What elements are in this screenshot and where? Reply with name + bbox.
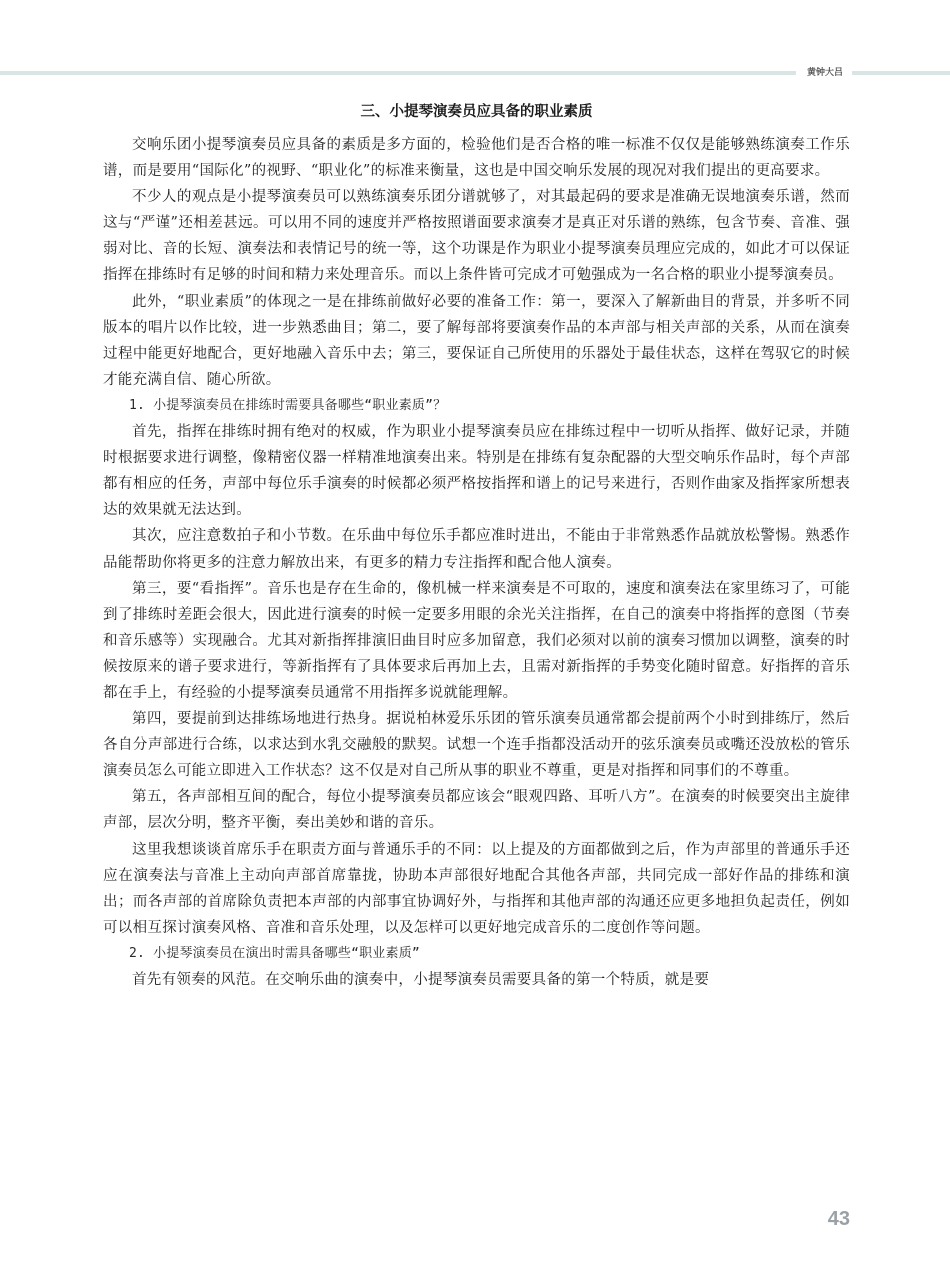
header-rule-right — [852, 71, 950, 75]
paragraph: 其次，应注意数拍子和小节数。在乐曲中每位乐手都应准时进出，不能由于非常熟悉作品就放松警惕。熟悉作品能帮助你将更多的注意力解放出来，有更多的精力专注指挥和配合他人演奏。 — [103, 528, 850, 571]
paragraph: 首先，指挥在排练时拥有绝对的权威，作为职业小提琴演奏员应在排练过程中一切听从指挥、做好记录，并随时根据要求进行调整，像精密仪器一样精准地演奏出来。特别是在排练有复杂配器的大型交响乐作品时，每个声部都有相应的任务，声部中每位乐手演奏的时候都必须严格按指挥和谱上的记号来进行，否则作曲家及指挥家所想表达的效果就无法达到。 — [103, 424, 850, 519]
paragraph: 交响乐团小提琴演奏员应具备的素质是多方面的，检验他们是否合格的唯一标准不仅仅是能够熟练演奏工作乐谱，而是要用“国际化”的视野、“职业化”的标准来衡量，这也是中国交响乐发展的现况对我们提出的更高要求。 — [103, 137, 850, 180]
running-header: 黄钟大吕 — [806, 68, 843, 78]
paragraph: 第三，要“看指挥”。音乐也是存在生命的，像机械一样来演奏是不可取的，速度和演奏法在家里练习了，可能到了排练时差距会很大，因此进行演奏的时候一定要多用眼的余光关注指挥，在自己的演奏中将指挥的意图（节奏和音乐感等）实现融合。尤其对新指挥排演旧曲目时应多加留意，我们必须对以前的演奏习惯加以调整，演奏的时候按原来的谱子要求进行，等新指挥有了具体要求后再加上去，且需对新指挥的手势变化随时留意。好指挥的音乐都在手上，有经验的小提琴演奏员通常不用指挥多说就能理解。 — [103, 580, 850, 701]
subheading-performance: 2. 小提琴演奏员在演出时需具备哪些“职业素质” — [129, 945, 420, 961]
article-body — [103, 100, 850, 993]
paragraph: 此外，“职业素质”的体现之一是在排练前做好必要的准备工作：第一，要深入了解新曲目的背景，并多听不同版本的唱片以作比较，进一步熟悉曲目；第二，要了解每部将要演奏作品的本声部与相关声部的关系，从而在演奏过程中能更好地配合，更好地融入音乐中去；第三，要保证自己所使用的乐器处于最佳状态，这样在驾驭它的时候才能充满自信、随心所欲。 — [103, 293, 850, 388]
paragraph: 第四，要提前到达排练场地进行热身。据说柏林爱乐乐团的管乐演奏员通常都会提前两个小时到排练厅，然后各自分声部进行合练，以求达到水乳交融般的默契。试想一个连手指都没活动开的弦乐演奏员或嘴还没放松的管乐演奏员怎么可能立即进入工作状态？这不仅是对自己所从事的职业不尊重，更是对指挥和同事们的不尊重。 — [103, 711, 850, 780]
paragraph: 这里我想谈谈首席乐手在职责方面与普通乐手的不同：以上提及的方面都做到之后，作为声部里的普通乐手还应在演奏法与音准上主动向声部首席靠拢，协助本声部很好地配合其他各声部，共同完成一部好作品的排练和演出；而各声部的首席除负责把本声部的内部事宜协调好外，与指挥和其他声部的沟通还应更多地担负起责任，例如可以相互探讨演奏风格、音准和音乐处理，以及怎样可以更好地完成音乐的二度创作等问题。 — [103, 841, 850, 936]
subheading-rehearsal: 1. 小提琴演奏员在排练时需要具备哪些“职业素质”？ — [129, 397, 447, 413]
section-heading: 三、小提琴演奏员应具备的职业素质 — [360, 103, 593, 120]
paragraph: 首先有领奏的风范。在交响乐曲的演奏中，小提琴演奏员需要具备的第一个特质，就是要 — [132, 972, 710, 988]
paragraph: 不少人的观点是小提琴演奏员可以熟练演奏乐团分谱就够了，对其最起码的要求是准确无误地演奏乐谱，然而这与“严谨”还相差甚远。可以用不同的速度并严格按照谱面要求演奏才是真正对乐谱的熟练，包含节奏、音准、强弱对比、音的长短、演奏法和表情记号的统一等，这个功课是作为职业小提琴演奏员理应完成的，如此才可以保证指挥在排练时有足够的时间和精力来处理音乐。而以上条件皆可完成才可勉强成为一名合格的职业小提琴演奏员。 — [103, 189, 850, 284]
paragraph: 第五，各声部相互间的配合，每位小提琴演奏员都应该会“眼观四路、耳听八方”。在演奏的时候要突出主旋律声部，层次分明，整齐平衡，奏出美妙和谐的音乐。 — [103, 789, 850, 832]
page-number: 43 — [827, 1208, 850, 1230]
header-rule — [0, 71, 796, 75]
